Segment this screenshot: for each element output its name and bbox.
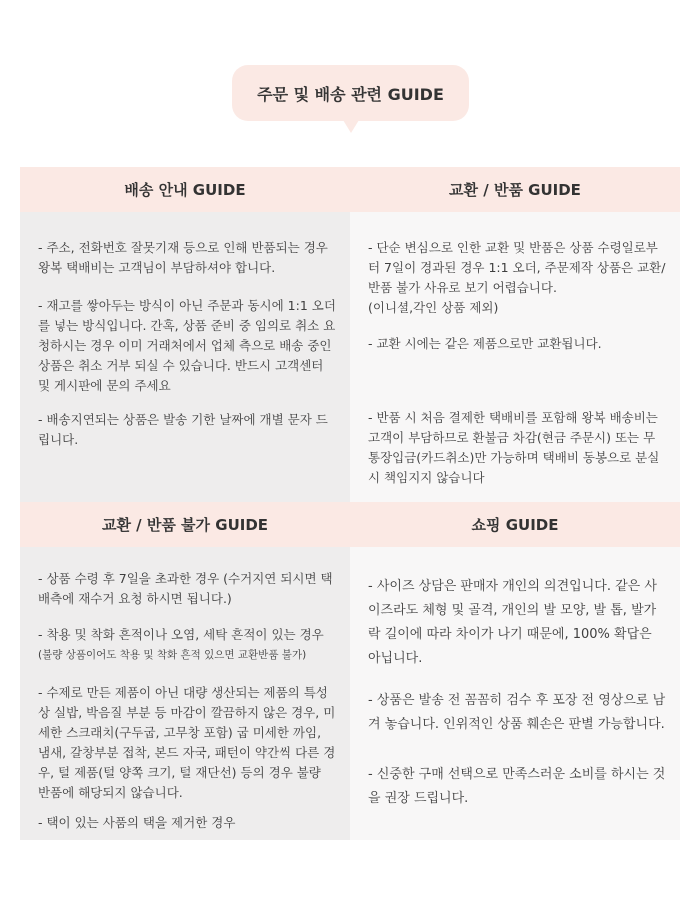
guide-title: 주문 및 배송 관련 GUIDE xyxy=(257,84,444,104)
no-exchange-note-tag-removed: - 택이 있는 사품의 택을 제거한 경우 xyxy=(38,815,236,830)
shopping-guide-body xyxy=(350,547,680,840)
shopping-note-inspection: - 상품은 발송 전 꼼꼼히 검수 후 포장 전 영상으로 남겨 놓습니다. 인위적인 상품 훼손은 판별 가능합니다. xyxy=(368,693,666,732)
delivery-note-delay: - 배송지연되는 상품은 발송 기한 날짜에 개별 문자 드립니다. xyxy=(38,412,328,447)
exchange-note-change-of-mind xyxy=(368,238,666,318)
shopping-guide-title: 쇼핑 GUIDE xyxy=(471,516,559,534)
delivery-guide-title: 배송 안내 GUIDE xyxy=(124,181,246,199)
exchange-note-exception: (이니셜,각인 상품 제외) xyxy=(368,300,499,315)
no-exchange-guide-body xyxy=(20,547,350,840)
exchange-note-return-shipping: - 반품 시 처음 결제한 택배비를 포함해 왕복 배송비는 고객이 부담하므로 환불금 차감(현금 주문시) 또는 무통장입금(카드취소)만 가능하며 택배비 동봉으로 분실 시 책임지지 않습니다 xyxy=(368,410,660,485)
no-exchange-note-worn-detail: (불량 상품이어도 착용 및 착화 흔적 있으면 교환반품 불가) xyxy=(38,649,307,661)
delivery-note-return-fee: - 주소, 전화번호 잘못기재 등으로 인해 반품되는 경우 왕복 택배비는 고객님이 부담하셔야 합니다. xyxy=(38,240,328,275)
no-exchange-note-worn-text: - 착용 및 착화 흔적이나 오염, 세탁 흔적이 있는 경우 xyxy=(38,627,324,642)
shopping-note-careful-purchase: - 신중한 구매 선택으로 만족스러운 소비를 하시는 것을 권장 드립니다. xyxy=(368,767,666,806)
exchange-note-same-product: - 교환 시에는 같은 제품으로만 교환됩니다. xyxy=(368,336,602,351)
exchange-note-change-of-mind-text: - 단순 변심으로 인한 교환 및 반품은 상품 수령일로부터 7일이 경과된 경우 1:1 오더, 주문제작 상품은 교환/반품 불가 사유로 보기 어렵습니다. xyxy=(368,240,666,295)
delivery-guide-body xyxy=(20,212,350,502)
exchange-guide-header xyxy=(350,167,680,212)
no-exchange-note-7days: - 상품 수령 후 7일을 초과한 경우 (수거지연 되시면 택배측에 재수거 요청 하시면 됩니다.) xyxy=(38,571,333,606)
shopping-guide-header xyxy=(350,502,680,547)
bubble-tail xyxy=(343,120,359,133)
delivery-guide-header xyxy=(20,167,350,212)
delivery-note-order-method: - 재고를 쌓아두는 방식이 아닌 주문과 동시에 1:1 오더를 넣는 방식입니다. 간혹, 상품 준비 중 임의로 취소 요청하시는 경우 이미 거래처에서 업체 측으로 배송 중인 상품은 취소 거부 되실 수 있습니다. 반드시 고객센터 및 게시판에 문의 주세요 xyxy=(38,298,336,393)
no-exchange-guide-header xyxy=(20,502,350,547)
shopping-note-size: - 사이즈 상담은 판매자 개인의 의견입니다. 같은 사이즈라도 체형 및 골격, 개인의 발 모양, 발 톱, 발가락 길이에 따라 차이가 나기 때문에, 100% 확답은 아닙니다. xyxy=(368,579,657,666)
exchange-guide-title: 교환 / 반품 GUIDE xyxy=(449,181,581,199)
no-exchange-guide-title: 교환 / 반품 불가 GUIDE xyxy=(101,516,269,534)
guide-title-bubble xyxy=(232,65,469,121)
no-exchange-note-mass-production: - 수제로 만든 제품이 아닌 대량 생산되는 제품의 특성상 실밥, 박음질 부분 등 마감이 깔끔하지 않은 경우, 미세한 스크래치(구두굽, 고무창 포함) 굽 미세한 까임, 냄새, 갈창부분 접착, 본드 자국, 패턴이 약간씩 다른 경우, 털 제품(털 양쪽 크기, 털 재단선) 등의 경우 불량 반품에 해당되지 않습니다. xyxy=(38,685,336,800)
no-exchange-note-worn xyxy=(38,625,336,665)
exchange-guide-body xyxy=(350,212,680,502)
